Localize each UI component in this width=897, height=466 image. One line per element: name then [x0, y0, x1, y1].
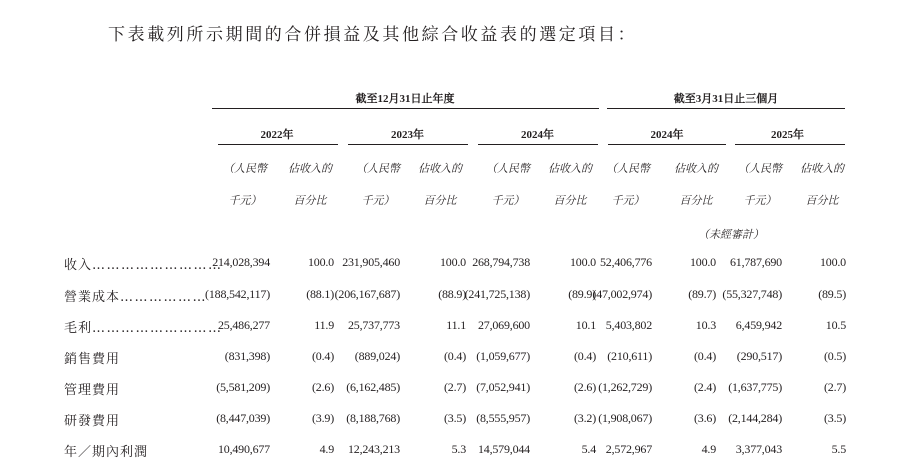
- row-label: [64, 348, 120, 367]
- table-cell-amount: 27,069,600: [477, 318, 530, 332]
- row-leader-dots: ………………………: [92, 321, 223, 336]
- unit-header-pct-line1: 佔收入的: [418, 162, 462, 175]
- table-cell-amount: (241,725,138): [464, 287, 530, 301]
- rule-quarter: [607, 108, 845, 109]
- table-cell-percent: (3.9): [312, 411, 334, 425]
- unit-header-pct-line1: 佔收入的: [800, 162, 844, 175]
- unit-header-pct-line1: 佔收入的: [548, 162, 592, 175]
- intro-text: 下表載列所示期間的合併損益及其他綜合收益表的選定項目：: [108, 25, 638, 45]
- table-cell-percent: (3.5): [444, 411, 466, 425]
- table-cell-percent: (2.7): [824, 380, 846, 394]
- row-label-text: 毛利: [64, 321, 93, 336]
- row-label: [64, 441, 148, 460]
- year-header-2023: 2023年: [391, 129, 424, 141]
- table-cell-amount: (1,908,067): [598, 411, 652, 425]
- unit-header-pct-line2: 百分比: [679, 194, 713, 207]
- unit-header-amount-line1: （人民幣: [738, 162, 782, 175]
- period-header-annual: 截至12月31日止年度: [355, 93, 455, 105]
- table-cell-amount: 5,403,802: [605, 318, 652, 332]
- table-cell-amount: (1,262,729): [598, 380, 652, 394]
- table-cell-percent: (3.6): [694, 411, 716, 425]
- table-cell-amount: (8,555,957): [476, 411, 530, 425]
- table-cell-amount: (1,637,775): [728, 380, 782, 394]
- table-cell-percent: 5.5: [831, 442, 846, 456]
- year-header-2024-q: 2024年: [650, 129, 684, 141]
- table-cell-amount: (831,398): [224, 349, 270, 363]
- row-label: [64, 379, 120, 398]
- table-cell-percent: (89.9): [568, 287, 596, 301]
- table-cell-amount: 268,794,738: [472, 255, 530, 269]
- row-leader-dots: ………………: [120, 290, 208, 305]
- unit-header-amount-line2: 千元）: [611, 194, 645, 207]
- year-header-2022: 2022年: [260, 129, 294, 141]
- table-cell-percent: 11.9: [314, 318, 334, 332]
- table-cell-amount: (8,188,768): [346, 411, 400, 425]
- table-cell-amount: 231,905,460: [342, 255, 400, 269]
- table-cell-percent: 100.0: [439, 255, 466, 269]
- table-cell-percent: 100.0: [819, 255, 846, 269]
- row-label-text: 年／期內利潤: [64, 445, 149, 460]
- table-cell-amount: (2,144,284): [728, 411, 782, 425]
- table-cell-percent: 10.5: [825, 318, 846, 332]
- rule-2024-q: [608, 144, 726, 145]
- table-cell-amount: 12,243,213: [347, 442, 400, 456]
- table-cell-amount: (188,542,117): [205, 287, 270, 301]
- table-cell-amount: 25,737,773: [347, 318, 400, 332]
- table-cell-percent: (3.5): [824, 411, 846, 425]
- table-cell-amount: (1,059,677): [476, 349, 530, 363]
- row-label: [64, 410, 120, 429]
- rule-2023: [348, 144, 468, 145]
- table-cell-amount: 52,406,776: [599, 255, 652, 269]
- unit-header-pct-line1: 佔收入的: [674, 162, 718, 175]
- unit-header-amount-line1: （人民幣: [223, 162, 267, 175]
- table-cell-percent: 100.0: [689, 255, 716, 269]
- rule-2025-q: [735, 144, 845, 145]
- year-header-2024: 2024年: [521, 129, 554, 141]
- table-cell-amount: (206,167,687): [334, 287, 400, 301]
- unit-header-pct-line2: 百分比: [423, 194, 457, 207]
- table-cell-amount: (210,611): [607, 349, 652, 363]
- table-cell-amount: 25,486,277: [217, 318, 270, 332]
- row-label-text: 收入: [64, 258, 93, 273]
- table-cell-amount: 214,028,394: [212, 255, 270, 269]
- table-cell-amount: 14,579,044: [477, 442, 530, 456]
- period-header-quarter: 截至3月31日止三個月: [673, 93, 779, 105]
- unit-header-amount-line2: 千元）: [228, 194, 262, 207]
- table-cell-amount: (889,024): [354, 349, 400, 363]
- unit-header-amount-line1: （人民幣: [606, 162, 650, 175]
- unit-header-pct-line2: 百分比: [805, 194, 839, 207]
- table-cell-amount: (8,447,039): [216, 411, 270, 425]
- table-cell-amount: (290,517): [736, 349, 782, 363]
- unit-header-pct-line2: 百分比: [293, 194, 327, 207]
- table-cell-percent: (2.6): [574, 380, 596, 394]
- unaudited-note: （未經審計）: [698, 228, 764, 241]
- table-cell-amount: (47,002,974): [592, 287, 652, 301]
- table-cell-percent: 10.3: [695, 318, 716, 332]
- table-cell-percent: (0.4): [444, 349, 466, 363]
- table-cell-amount: 10,490,677: [217, 442, 270, 456]
- table-cell-amount: (7,052,941): [476, 380, 530, 394]
- row-label-text: 銷售費用: [64, 352, 121, 367]
- unit-header-amount-line1: （人民幣: [356, 162, 400, 175]
- table-cell-percent: 4.9: [319, 442, 334, 456]
- table-cell-percent: 4.9: [701, 442, 716, 456]
- unit-header-pct-line2: 百分比: [553, 194, 587, 207]
- table-cell-percent: 11.1: [446, 318, 466, 332]
- rule-2024: [478, 144, 598, 145]
- table-cell-percent: 100.0: [307, 255, 334, 269]
- table-cell-percent: (2.6): [312, 380, 334, 394]
- row-leader-dots: ………………………: [92, 258, 223, 273]
- table-cell-amount: (6,162,485): [346, 380, 400, 394]
- table-cell-amount: 3,377,043: [735, 442, 782, 456]
- rule-annual: [212, 108, 599, 109]
- table-cell-amount: 61,787,690: [729, 255, 782, 269]
- table-cell-percent: 5.3: [451, 442, 466, 456]
- unit-header-pct-line1: 佔收入的: [288, 162, 332, 175]
- table-cell-percent: (3.2): [574, 411, 596, 425]
- table-cell-percent: (0.4): [312, 349, 334, 363]
- table-cell-amount: (5,581,209): [216, 380, 270, 394]
- table-cell-percent: (88.9): [438, 287, 466, 301]
- table-cell-percent: (89.5): [818, 287, 846, 301]
- table-cell-percent: 5.4: [581, 442, 596, 456]
- table-cell-percent: (2.4): [694, 380, 716, 394]
- year-header-2025-q: 2025年: [771, 129, 804, 141]
- row-label-text: 營業成本: [64, 290, 121, 305]
- table-cell-percent: 100.0: [569, 255, 596, 269]
- table-cell-percent: (0.4): [574, 349, 596, 363]
- table-cell-percent: 10.1: [575, 318, 596, 332]
- rule-2022: [218, 144, 338, 145]
- row-label-text: 管理費用: [64, 383, 121, 398]
- unit-header-amount-line2: 千元）: [361, 194, 395, 207]
- table-cell-percent: (0.4): [694, 349, 716, 363]
- table-cell-amount: 6,459,942: [735, 318, 782, 332]
- unit-header-amount-line1: （人民幣: [486, 162, 530, 175]
- table-cell-percent: (88.1): [306, 287, 334, 301]
- table-cell-percent: (2.7): [444, 380, 466, 394]
- table-cell-amount: 2,572,967: [605, 442, 652, 456]
- table-cell-amount: (55,327,748): [722, 287, 782, 301]
- row-label-text: 研發費用: [64, 414, 121, 429]
- unit-header-amount-line2: 千元）: [491, 194, 525, 207]
- table-cell-percent: (0.5): [824, 349, 846, 363]
- table-cell-percent: (89.7): [688, 287, 716, 301]
- unit-header-amount-line2: 千元）: [743, 194, 777, 207]
